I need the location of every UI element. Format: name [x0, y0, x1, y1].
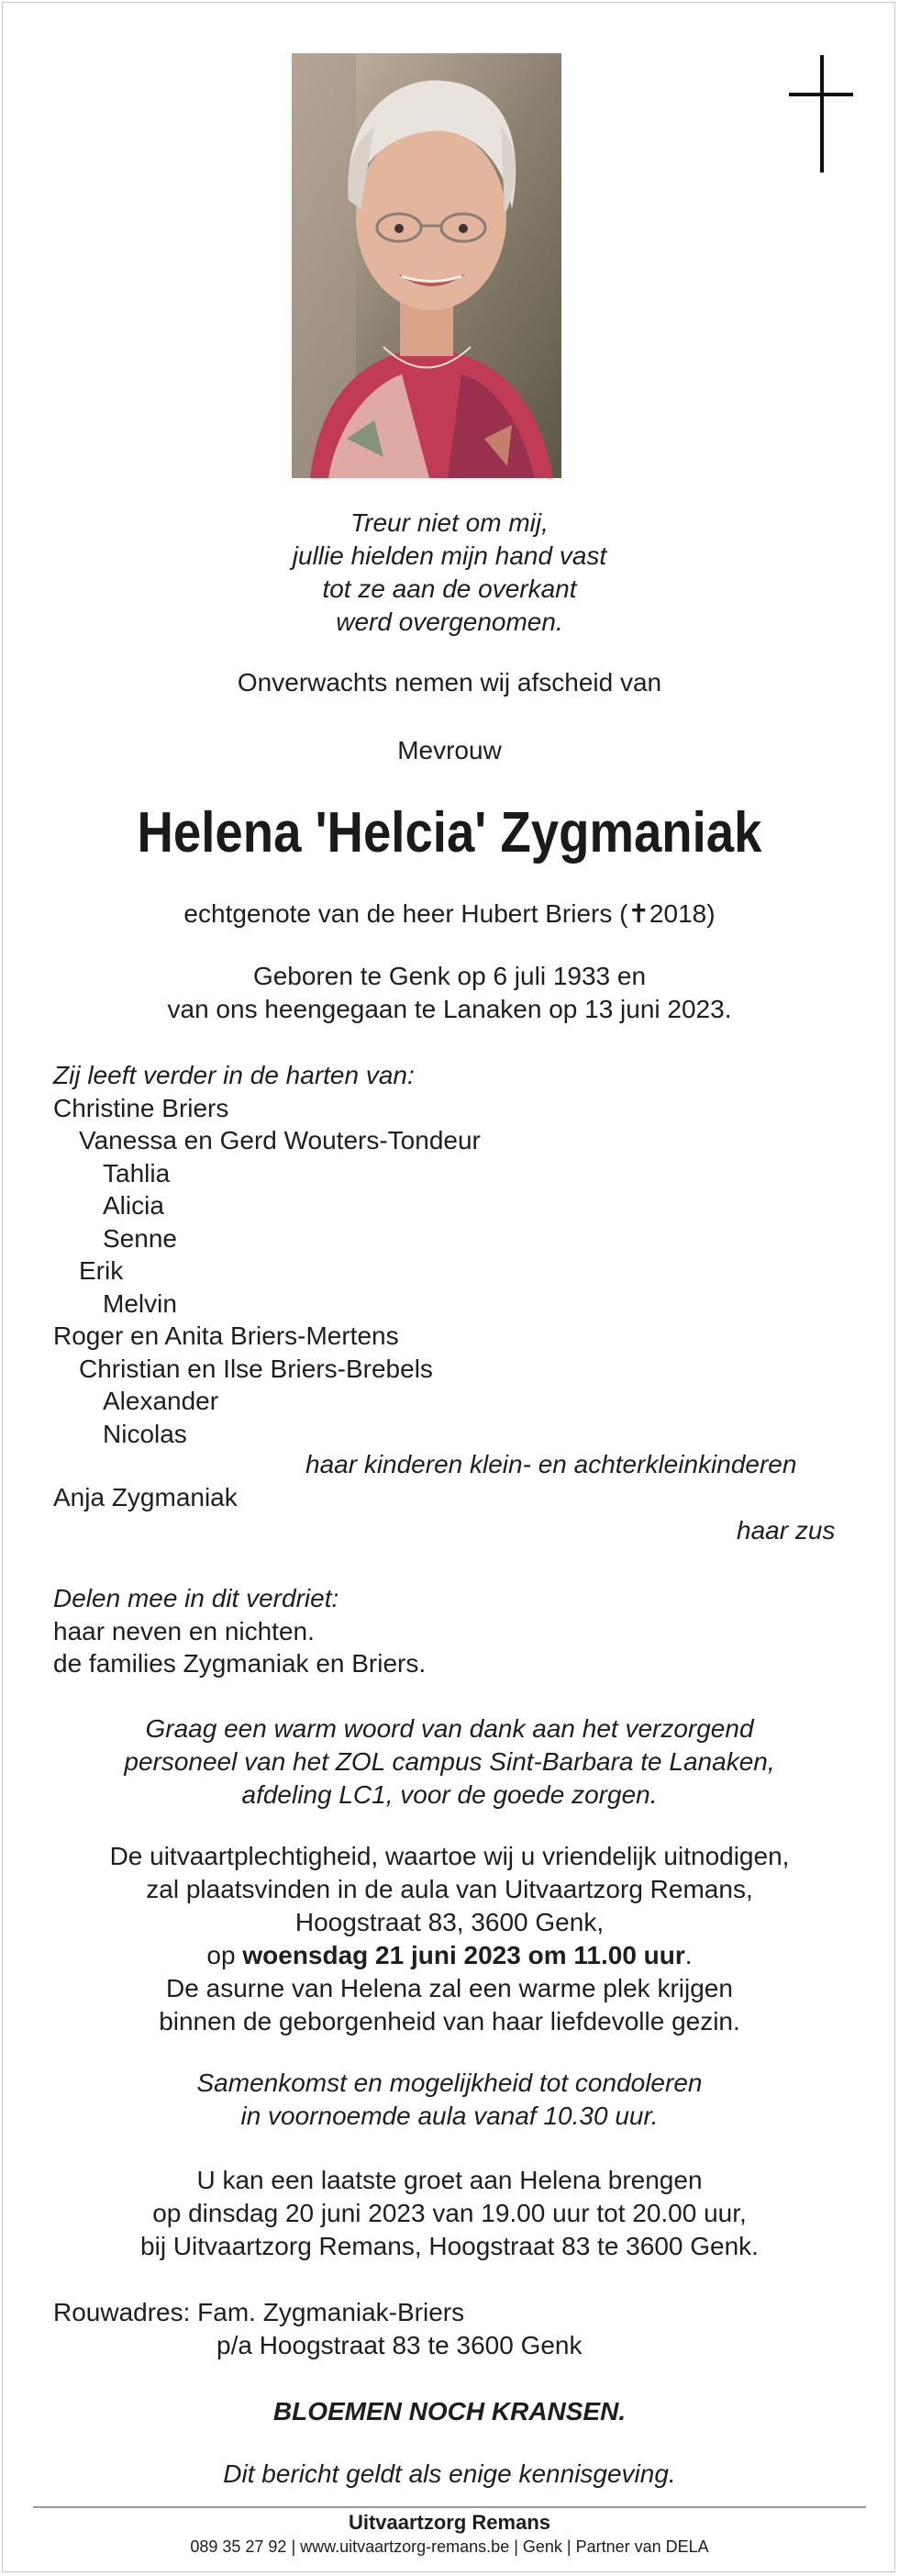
family-list	[53, 1059, 481, 1450]
ceremony-pre: op	[206, 1941, 243, 1969]
ceremony-line: binnen de geborgenheid van haar liefdevolle gezin.	[159, 2007, 740, 2035]
spouse-text: echtgenote van de heer Hubert Briers (✝2018)	[183, 899, 716, 928]
ceremony-line: De uitvaartplechtigheid, waartoe wij u vriendelijk uitnodigen,	[109, 1842, 790, 1870]
share-block	[53, 1582, 426, 1680]
list-item: Melvin	[103, 1288, 177, 1318]
list-item: de families Zygmaniak en Briers.	[53, 1649, 427, 1678]
list-item: Alexander	[103, 1387, 219, 1415]
gathering-line: Samenkomst en mogelijkheid tot condoleren	[196, 2069, 703, 2097]
poem-line: tot ze aan de overkant	[322, 574, 577, 603]
ceremony-line: Hoogstraat 83, 3600 Genk,	[294, 1908, 605, 1936]
list-item: Senne	[103, 1223, 177, 1253]
thanks-line: personeel van het ZOL campus Sint-Barbara te Lanaken,	[124, 1747, 775, 1776]
address-line-2: p/a Hoogstraat 83 te 3600 Genk	[216, 2331, 583, 2359]
footer-company: Uitvaartzorg Remans	[348, 2511, 551, 2534]
thanks-text	[0, 1712, 899, 1812]
address-line-1: Rouwadres: Fam. Zygmaniak-Briers	[53, 2298, 465, 2326]
cross-icon	[789, 55, 853, 173]
list-item: Christine Briers	[53, 1093, 229, 1122]
list-item: Nicolas	[103, 1419, 187, 1448]
list-item: Roger en Anita Briers-Mertens	[53, 1321, 399, 1350]
ceremony-line: zal plaatsvinden in de aula van Uitvaartzorg Remans,	[146, 1875, 753, 1903]
gathering-line: in voornoemde aula vanaf 10.30 uur.	[240, 2102, 659, 2130]
visit-line: op dinsdag 20 juni 2023 van 19.00 uur tot 20.00 uur,	[152, 2199, 747, 2227]
list-item: Tahlia	[103, 1158, 171, 1188]
portrait-photo	[292, 53, 561, 478]
visit-line: bij Uitvaartzorg Remans, Hoogstraat 83 te 3600 Genk.	[140, 2232, 759, 2260]
ceremony-date-line	[0, 1939, 899, 1972]
poem-line: jullie hielden mijn hand vast	[292, 541, 607, 570]
list-item: haar neven en nichten.	[53, 1616, 315, 1645]
list-item: Vanessa en Gerd Wouters-Tondeur	[79, 1126, 481, 1154]
share-heading: Delen mee in dit verdriet:	[53, 1584, 339, 1612]
poem-line: Treur niet om mij,	[350, 508, 549, 537]
visit-line: U kan een laatste groet aan Helena brengen	[196, 2166, 703, 2194]
family-heading: Zij leeft verder in de harten van:	[53, 1061, 415, 1089]
born-line: Geboren te Genk op 6 juli 1933 en	[252, 962, 647, 990]
official-notice: Dit bericht geldt als enige kennisgeving.	[223, 2459, 676, 2488]
sister-name: Anja Zygmaniak	[53, 1483, 238, 1511]
ceremony-line: De asurne van Helena zal een warme plek krijgen	[166, 1974, 733, 2002]
footer-divider	[33, 2506, 866, 2508]
children-label: haar kinderen klein- en achterkleinkinderen	[305, 1450, 797, 1478]
ceremony-text	[0, 1840, 899, 2038]
thanks-line: Graag een warm woord van dank aan het verzorgend	[145, 1714, 754, 1743]
gathering-text	[0, 2067, 899, 2133]
birth-death	[0, 960, 899, 1026]
list-item: Alicia	[103, 1191, 164, 1220]
thanks-line: afdeling LC1, voor de goede zorgen.	[241, 1780, 658, 1809]
ceremony-post: .	[684, 1941, 693, 1969]
sister-label: haar zus	[737, 1516, 836, 1544]
poem-line: werd overgenomen.	[336, 608, 563, 636]
visit-text	[0, 2164, 899, 2263]
intro-text: Onverwachts nemen wij afscheid van	[237, 668, 662, 697]
deceased-name: Helena 'Helcia' Zygmaniak	[137, 801, 762, 864]
title-prefix: Mevrouw	[397, 736, 502, 764]
poem	[0, 507, 899, 639]
flowers-notice: BLOEMEN NOCH KRANSEN.	[272, 2397, 627, 2425]
list-item: Christian en Ilse Briers-Brebels	[79, 1354, 433, 1383]
footer-info: 089 35 27 92 | www.uitvaartzorg-remans.be | Genk | Partner van DELA	[190, 2537, 709, 2556]
died-line: van ons heengegaan te Lanaken op 13 juni 2023.	[167, 995, 732, 1023]
ceremony-date: woensdag 21 juni 2023 om 11.00 uur	[242, 1941, 685, 1969]
list-item: Erik	[79, 1256, 124, 1285]
